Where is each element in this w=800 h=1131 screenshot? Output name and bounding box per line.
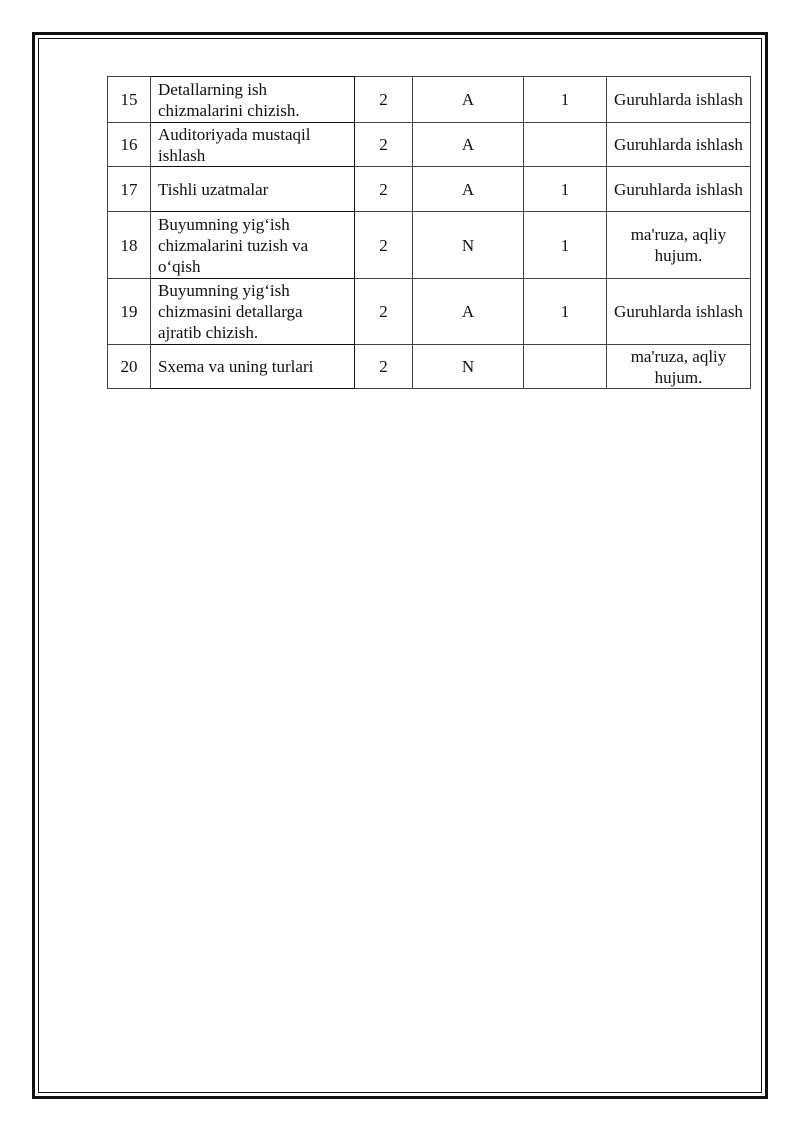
row-extra: 1 — [524, 279, 607, 345]
row-number: 15 — [108, 77, 151, 123]
row-form: Guruhlarda ishlash — [607, 167, 751, 212]
table-row — [108, 212, 751, 279]
row-type: A — [413, 167, 524, 212]
row-extra — [524, 345, 607, 389]
row-topic: Tishli uzatmalar — [151, 167, 355, 212]
table-row — [108, 167, 751, 212]
row-number: 19 — [108, 279, 151, 345]
row-form: ma'ruza, aqliy hujum. — [607, 345, 751, 389]
row-topic: Auditoriyada mustaqil ishlash — [151, 123, 355, 167]
row-type: A — [413, 123, 524, 167]
row-form: Guruhlarda ishlash — [607, 279, 751, 345]
row-type: N — [413, 345, 524, 389]
row-hours: 2 — [355, 279, 413, 345]
row-hours: 2 — [355, 77, 413, 123]
row-extra: 1 — [524, 167, 607, 212]
row-form: ma'ruza, aqliy hujum. — [607, 212, 751, 279]
row-type: N — [413, 212, 524, 279]
row-extra — [524, 123, 607, 167]
row-topic: Buyumning yig‘ish chizmalarini tuzish va o‘qish — [151, 212, 355, 279]
row-hours: 2 — [355, 167, 413, 212]
row-number: 18 — [108, 212, 151, 279]
row-topic: Sxema va uning turlari — [151, 345, 355, 389]
row-type: A — [413, 77, 524, 123]
row-number: 16 — [108, 123, 151, 167]
table-row — [108, 123, 751, 167]
row-extra: 1 — [524, 77, 607, 123]
table-row — [108, 77, 751, 123]
row-hours: 2 — [355, 123, 413, 167]
table-row — [108, 345, 751, 389]
row-hours: 2 — [355, 212, 413, 279]
row-topic: Buyumning yig‘ish chizmasini detallarga ajratib chizish. — [151, 279, 355, 345]
row-extra: 1 — [524, 212, 607, 279]
row-form: Guruhlarda ishlash — [607, 77, 751, 123]
lesson-table — [107, 76, 751, 389]
row-hours: 2 — [355, 345, 413, 389]
row-form: Guruhlarda ishlash — [607, 123, 751, 167]
row-number: 17 — [108, 167, 151, 212]
row-type: A — [413, 279, 524, 345]
row-number: 20 — [108, 345, 151, 389]
table-row — [108, 279, 751, 345]
row-topic: Detallarning ish chizmalarini chizish. — [151, 77, 355, 123]
